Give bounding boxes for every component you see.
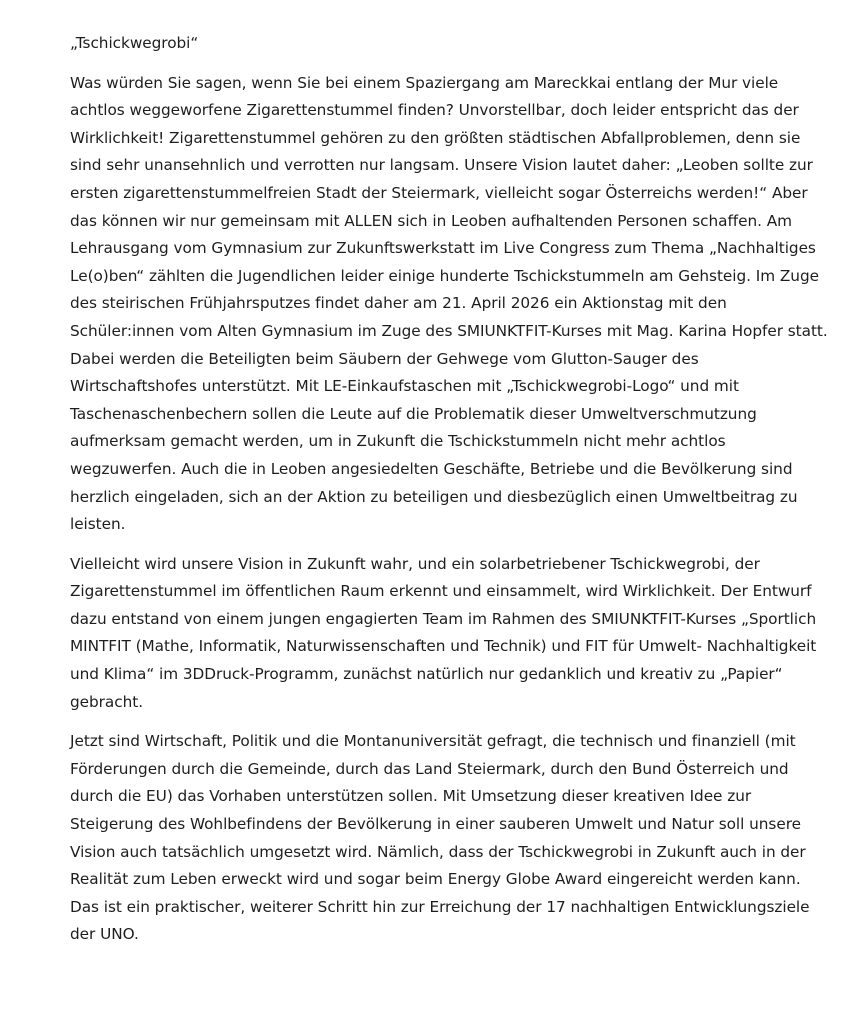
paragraph-intro: Was würden Sie sagen, wenn Sie bei einem Spaziergang am Mareckkai entlang der Mur viele achtlos weggeworfene Zigarettenstummel finden? Unvorstellbar, doch leider entspricht das der Wirklichkeit! Zigarettenstummel gehören zu den größten städtischen Abfallproblemen, denn sie sind sehr unansehnlich und verrotten nur langsam. Unsere Vision lautet daher: „Leoben sollte zur ersten zigarettenstummelfreien Stadt der Steiermark, vielleicht sogar Österreichs werden!“ Aber das können wir nur gemeinsam mit ALLEN sich in Leoben aufhaltenden Personen schaffen. Am Lehrausgang vom Gymnasium zur Zukunftswerkstatt im Live Congress zum Thema „Nachhaltiges Le(o)ben“ zählten die Jugendlichen leider einige hunderte Tschickstummeln am Gehsteig. Im Zuge des steirischen Frühjahrsputzes findet daher am 21. April 2026 ein Aktionstag mit den Schüler:innen vom Alten Gymnasium im Zuge des SMIUNKTFIT-Kurses mit Mag. Karina Hopfer statt. Dabei werden die Beteiligten beim Säubern der Gehwege vom Glutton-Sauger des Wirtschaftshofes unterstützt. Mit LE-Einkaufstaschen mit „Tschickwegrobi-Logo“ und mit Taschenaschenbechern sollen die Leute auf die Problematik dieser Umweltverschmutzung aufmerksam gemacht werden, um in Zukunft die Tschickstummeln nicht mehr achtlos wegzuwerfen. Auch die in Leoben angesiedelten Geschäfte, Betriebe und die Bevölkerung sind herzlich eingeladen, sich an der Aktion zu beteiligen und diesbezüglich einen Umweltbeitrag zu leisten. — [70, 73, 828, 534]
document-title: „Tschickwegrobi“ — [70, 34, 199, 52]
paragraph-call-to-action: Jetzt sind Wirtschaft, Politik und die Montanuniversität gefragt, die technisch und finanziell (mit Förderungen durch die Gemeinde, durch das Land Steiermark, durch den Bund Österreich und durch die EU) das Vorhaben unterstützen sollen. Mit Umsetzung dieser kreativen Idee zur Steigerung des Wohlbefindens der Bevölkerung in einer sauberen Umwelt und Natur soll unsere Vision auch tatsächlich umgesetzt wird. Nämlich, dass der Tschickwegrobi in Zukunft auch in der Realität zum Leben erweckt wird und sogar beim Energy Globe Award eingereicht werden kann. Das ist ein praktischer, weiterer Schritt hin zur Erreichung der 17 nachhaltigen Entwicklungsziele der UNO. — [70, 732, 810, 944]
paragraph-vision: Vielleicht wird unsere Vision in Zukunft wahr, und ein solarbetriebener Tschickwegrobi, der Zigarettenstummel im öffentlichen Raum erkennt und einsammelt, wird Wirklichkeit. Der Entwurf dazu entstand von einem jungen engagierten Team im Rahmen des SMIUNKTFIT-Kurses „Sportlich MINTFIT (Mathe, Informatik, Naturwissenschaften und Technik) und FIT für Umwelt- Nachhaltigkeit und Klima“ im 3DDruck-Programm, zunächst natürlich nur gedanklich und kreativ zu „Papier“ gebracht. — [70, 554, 817, 711]
document-body — [70, 30, 830, 961]
